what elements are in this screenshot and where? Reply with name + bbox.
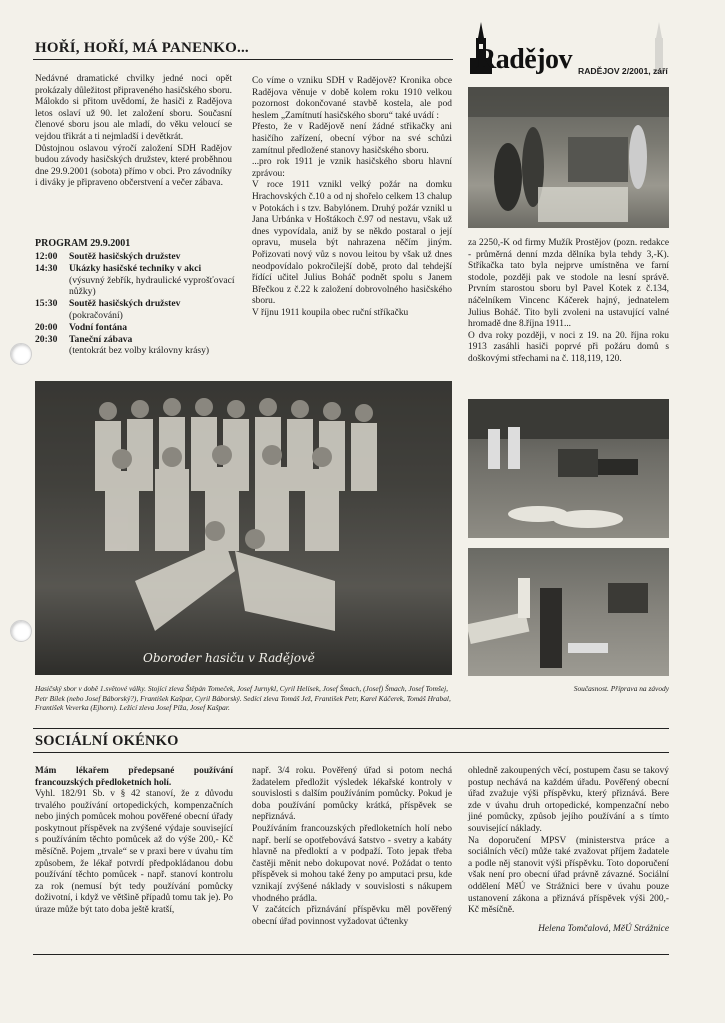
issue-label: RADĚJOV 2/2001, září [578, 66, 668, 76]
article1-intro: Nedávné dramatické chvilky jedné noci opět prokázaly důležitost připraveného hasičského sboru. Málokdo si přitom uvědomí, že hasiči z Radějova letos oslaví už 90. let založení sboru. Současní členové sboru jsou ale mladí, do věku veloucí se vejdou třikrát a ti nejmladší i devětkrát. Důstojnou oslavou výročí založení SDH Radějov budou závody hasičských družstev, které proběhnou dne 29.9.2001 (sobota) přímo v obci. Pro závodníky i diváky je připraveno občerstvení a večer zábava. [35, 74, 232, 189]
current-photo-caption: Současnost. Příprava na závody [573, 684, 669, 693]
social-col1: Vyhl. 182/91 Sb. v § 42 stanoví, že z důvodu trvalého používání ortopedických, kompenzačních nebo jiných pomůcek mohou pověřené obecní úřady poskytnout příspěvek na zvýšené výdaje související s používáním těchto pomůcek až do výše 200,- Kč měsíčně. Pojem „trvale“ se v praxi bere v úvahu tím způsobem, že lékař potvrdí předpokládanou dobu používání těchto pomůcek - např. stanoví kontrolu za rok (nemusí být tedy používání pomůcky doživotní, i když ve většině případů tomu tak je). Po úraze může být tato doba ještě kratší, [35, 789, 233, 915]
program-time: 20:00 [35, 321, 58, 333]
program-time: 20:30 [35, 333, 58, 345]
punch-hole-lower [10, 620, 32, 642]
program-note: (pokračování) [69, 309, 123, 321]
historic-photo-caption: Hasičský sbor v době 1.světové války. Stojící zleva Štěpán Tomeček, Josef Jurnykl, Cyril Helísek, Josef Šmach, (Josef) Šmach, Josef Tomšej, Petr Bílek (nebo Josef Báborský?), František Kašpar, Cyril Báborský. Sedící zleva Tomáš Jež, František Petr, Karel Káčerek, Tomáš Hrabal, František Veverka (Ejhorn). Ležící zleva Josef Píža, Josef Kašpar. [35, 684, 451, 713]
article-headline: HOŘÍ, HOŘÍ, MÁ PANENKO... [35, 40, 249, 56]
program-time: 12:00 [35, 251, 58, 262]
program-event: Taneční zábava [69, 333, 133, 345]
social-col2: např. 3/4 roku. Pověřený úřad si potom nechá žadatelem předložit výsledek lékařské kontroly v souvislosti s dalším používáním pomůcky. Pokud je doba používání pomůcky krátká, příspěvek se nepřiznává. Používáním francouzských předloketních holí nebo např. berlí se opotřebovává šatstvo - svetry a kabáty hlavně na předloktí a v podpaží. Toto jepak třeba častěji měnit nebo dokupovat nové. Požádat o tento příspěvek si mohou také ženy po amputaci prsu, kde vznikají zvýšené náklady v souvislosti s nákupem vhodného prádla. V začátcích přiznávání příspěvku měl pověřený obecní úřad povinnost vyžadovat účtenky [252, 766, 452, 927]
program-event: Vodní fontána [69, 321, 128, 333]
photo-inscription: Oboroder hasiču v Radějově [143, 651, 315, 665]
program-title: PROGRAM 29.9.2001 [35, 238, 131, 249]
photo-hose-preparation [468, 399, 669, 538]
program-time: 15:30 [35, 298, 58, 310]
program-event: Soutěž hasičských družstev [69, 251, 181, 262]
program-event: Soutěž hasičských družstev [69, 298, 181, 310]
article1-continuation: za 2250,-K od firmy Mužík Prostějov (pozn. redakce - průměrná denní mzda dělníka byla tehdy 3,-K). Stříkačka tato byla nejprve umístněna ve farní stodole, později pak ve stodole na lesní správě. Prvním starostou sboru byl Pavel Kotek z č.134, náčelníkem Vincenc Káčerek hajný, jednatelem Julius Boháč. Tito byli zvoleni na ustavující valné hromadě dne 8.října 1911... O dva roky později, v noci z 19. na 20. října roku 1913 zasáhli hasiči poprvé při požáru domů s doškovými střechami na č. 118,119, 120. [468, 238, 669, 364]
photo-firefighters-preparing [468, 87, 669, 228]
logo-text: Radějov [476, 44, 573, 75]
photo-historic-fire-brigade [35, 381, 452, 675]
section-rule-top [33, 728, 669, 729]
radejov-logo [466, 20, 573, 78]
photo-competition-practice [468, 548, 669, 676]
section-rule-bottom [33, 752, 669, 753]
footer-rule [33, 954, 669, 955]
program-note: (tentokrát bez volby královny krásy) [69, 345, 210, 357]
punch-hole-upper [10, 343, 32, 365]
social-headline: SOCIÁLNÍ OKÉNKO [35, 733, 179, 749]
program-item [35, 298, 240, 322]
article1-history: Co víme o vzniku SDH v Radějově? Kronika obce Radějova věnuje v době kolem roku 1910 velkou pozornost dokončované stavbě kostela, ale pod heslem „Zamítnutí hasičského sboru“ také uvádí : Přesto, že v Radějově není žádné střikačky ani hasičího zařízení, obecní výbor na své schůzi zamítnul předložené stanovy hasičského sboru. ...pro rok 1911 je vznik hasičského sboru hlavní zprávou: V roce 1911 vznikl velký požár na domku Hrachovských č.10 a od nj shořelo celkem 13 chalup v Potokách i s tzv. Babylónem. Druhý požár vznikl u Jana Urbánka v Hoštákoch č.97 od nestavu, však už dnes vypovídala, aniž by se někdo postaral o její opravu, musela být nahrazena něčím jiným. Pořizovati nový vůz s novou leitou by však už dnes neodpovídalo pokročilejší době, proto dal tehdejší řídící učitel Julius Boháč podnět spolu s Janem Břečkou z č.22 k založení dobrovolného hasičského sboru. V říjnu 1911 koupila obec ruční stříkačku [252, 76, 452, 318]
program-item [35, 263, 240, 298]
social-col3: ohledně zakoupených věcí, postupem času se takový postup nechává na každém úřadu. Pověřený obecní úřad zvažuje výši příspěvku, který přiznává. Bere zde v úvahu druh ortopedické, kompenzační nebo jiné pomůcky, způsob jejího používání a s tímto související náklady. Na doporučení MPSV (ministerstva práce a sociálních věcí) může také zvažovat příjem žadatele a podle něj stanovit výši příspěvku. Toto doporučení však není pro obecní úřad právně závazné. Sociální oddělení MěÚ ve Strážnici bere v úvahu pouze ustanovení zákona a přiznává příspěvek výši 200,- Kč měsíčně. [468, 766, 669, 916]
social-lead-question: Mám lékařem předepsané používání francouzských předloketních holí. [35, 766, 233, 788]
program-item [35, 334, 240, 358]
program-list [35, 251, 240, 357]
program-item [35, 251, 240, 263]
program-note: (výsuvný žebřík, hydraulické vyprošťovací nůžky) [69, 274, 235, 298]
program-event: Ukázky hasičské techniky v akci [69, 262, 202, 274]
headline-rule [33, 59, 453, 60]
author-signature: Helena Tomčalová, MěÚ Strážnice [538, 924, 669, 934]
program-time: 14:30 [35, 262, 58, 274]
program-item [35, 322, 240, 334]
